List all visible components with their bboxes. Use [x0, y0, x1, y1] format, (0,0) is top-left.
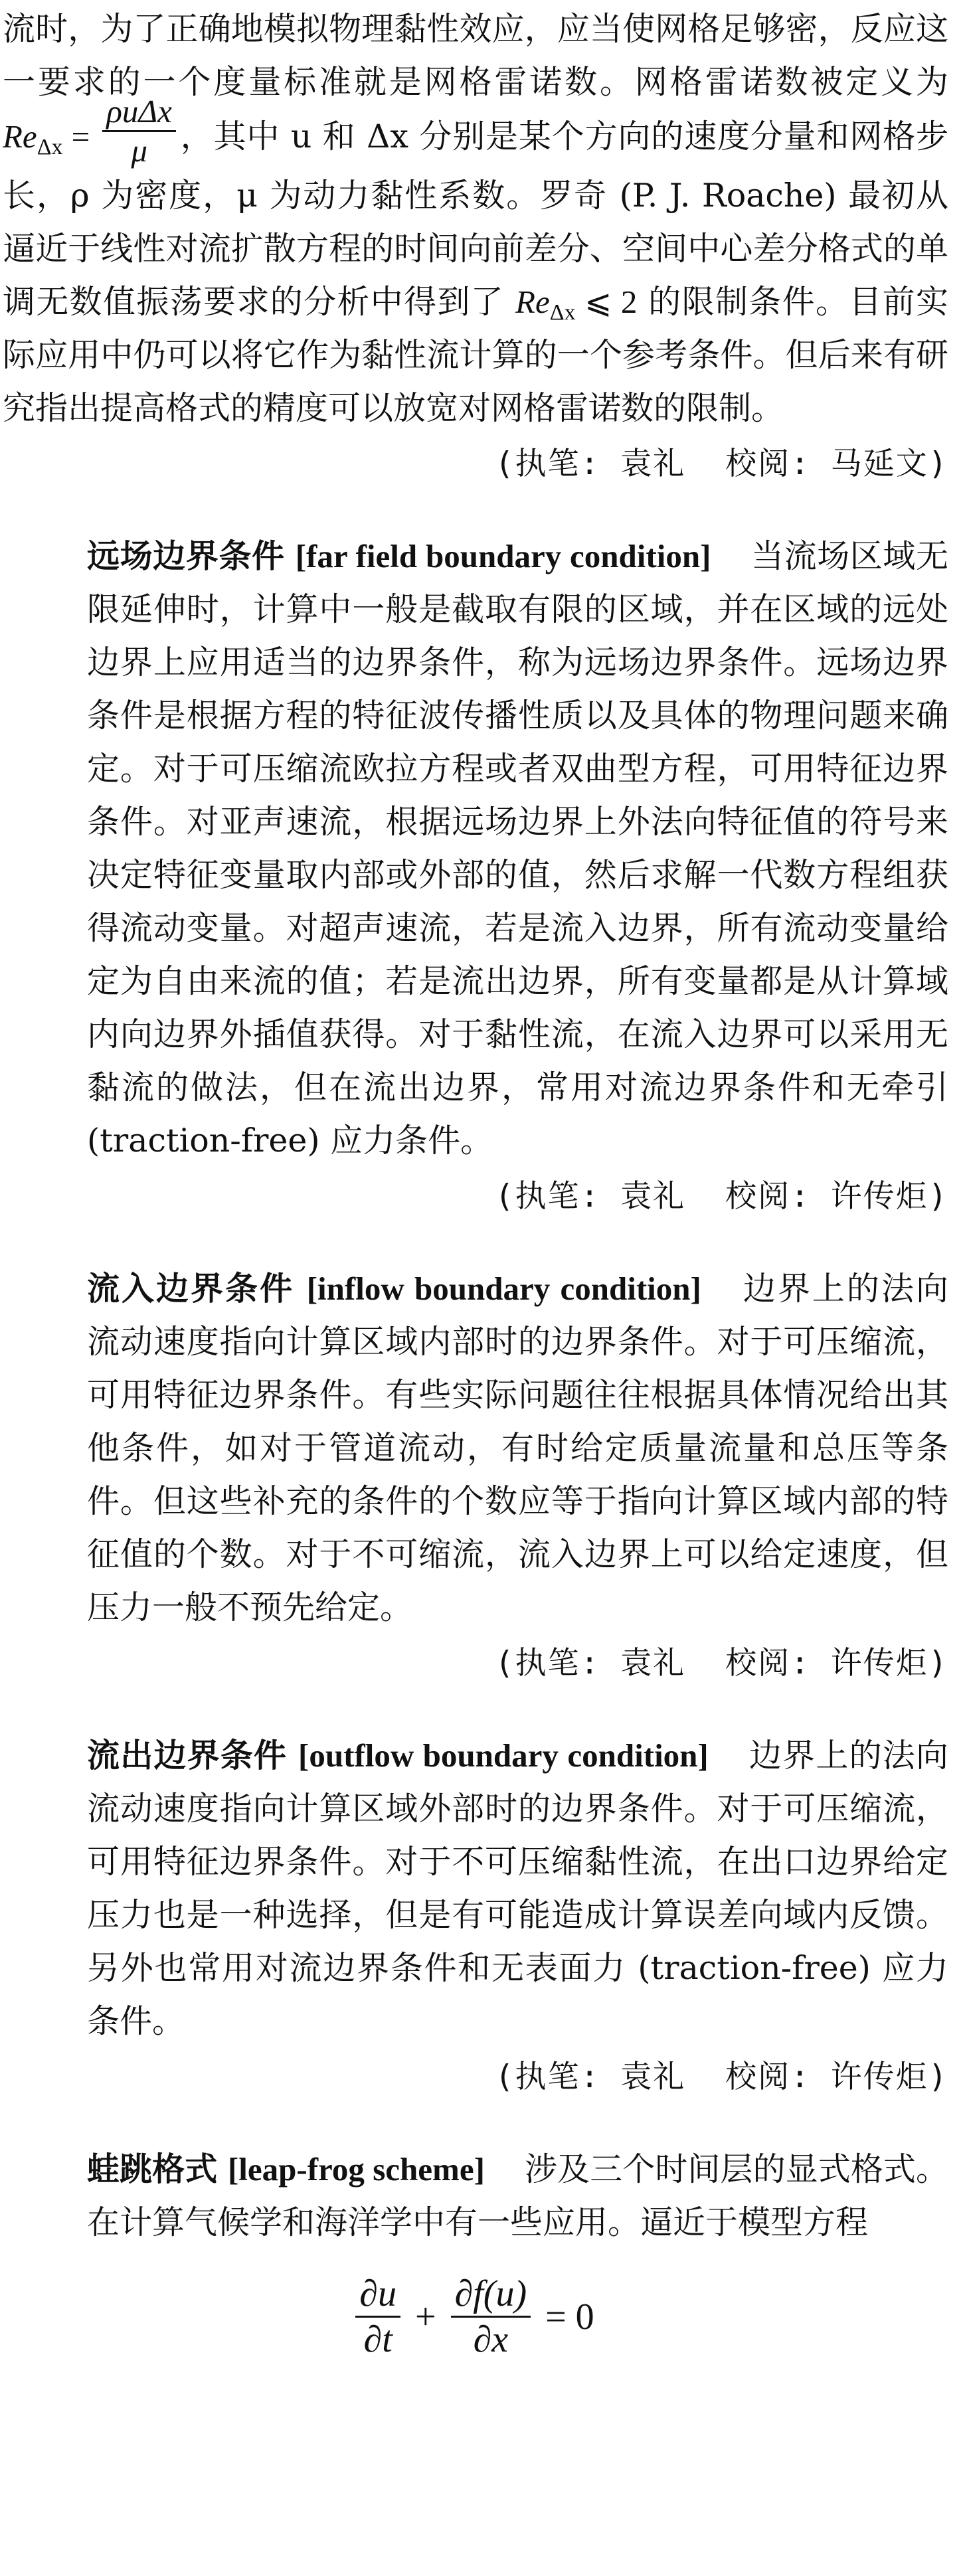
fraction-numerator: ∂f(u)	[451, 2272, 531, 2318]
paragraph	[3, 529, 948, 1167]
entry-far-field-boundary-condition	[3, 529, 948, 1223]
reviewer: 校阅: 许传炬)	[725, 1178, 948, 1215]
paragraph	[3, 1729, 948, 2048]
paragraph	[3, 3, 948, 435]
term-en: [far field boundary condition]	[295, 538, 711, 574]
entry-inflow-boundary-condition	[3, 1262, 948, 1690]
fraction-denominator: ∂t	[363, 2319, 393, 2360]
body-text: 流时，为了正确地模拟物理黏性效应，应当使网格足够密，反应这一要求的一个度量标准就是网格雷诺数。网格雷诺数被定义为	[3, 10, 948, 101]
attribution	[3, 1637, 948, 1690]
body-text: ，其中 u 和 Δx 分别是某个方向的速度分量和网格步长，ρ 为密度，μ 为动力黏性系数。罗奇 (P. J. Roache) 最初从逼近于线性对流扩散方程的时间向前差分、空间中心差分格式的单调无数值振荡要求的分析中得到了	[3, 118, 948, 321]
term-zh: 蛙跳格式	[87, 2150, 218, 2188]
reviewer: 校阅: 许传炬)	[725, 1645, 948, 1681]
term-en: [inflow boundary condition]	[306, 1270, 701, 1307]
term-zh: 流入边界条件	[87, 1269, 295, 1308]
entry-outflow-boundary-condition	[3, 1729, 948, 2104]
fraction-denominator: ∂x	[473, 2319, 509, 2360]
body-text: 的限制条件。目前实际应用中仍可以将它作为黏性流计算的一个参考条件。但后来有研究指出提高格式的精度可以放宽对网格雷诺数的限制。	[3, 283, 949, 427]
limit-value: ⩽ 2	[575, 284, 638, 320]
entry-grid-reynolds-continuation	[3, 3, 948, 491]
fraction-numerator: ∂u	[355, 2272, 400, 2318]
entry-leap-frog-scheme	[3, 2142, 948, 2361]
reviewer: 校阅: 许传炬)	[725, 2059, 948, 2095]
body-text: 当流场区域无限延伸时，计算中一般是截取有限的区域，并在区域的远处边界上应用适当的边界条件，称为远场边界条件。远场边界条件是根据方程的特征波传播性质以及具体的物理问题来确定。对于可压缩流欧拉方程或者双曲型方程，可用特征边界条件。对亚声速流，根据远场边界上外法向特征值的符号来决定特征变量取内部或外部的值，然后求解一代数方程组获得流动变量。对超声速流，若是流入边界，所有流动变量给定为自由来流的值；若是流出边界，所有变量都是从计算域内向边界外插值获得。对于黏性流，在流入边界可以采用无黏流的做法，但在流出边界，常用对流边界条件和无牵引 (traction-free) 应力条件。	[87, 537, 948, 1159]
attribution	[3, 438, 948, 491]
attribution	[3, 1170, 948, 1223]
reviewer: 校阅: 马延文)	[725, 446, 948, 482]
fraction-numerator: ρuΔx	[102, 93, 176, 132]
term-zh: 远场边界条件	[87, 537, 285, 575]
term-en: [outflow boundary condition]	[298, 1737, 709, 1774]
attribution	[3, 2051, 948, 2104]
body-text: 边界上的法向流动速度指向计算区域外部时的边界条件。对于可压缩流，可用特征边界条件。对于不可压缩黏性流，在出口边界给定压力也是一种选择，但是有可能造成计算误差向域内反馈。另外也常用对流边界条件和无表面力 (traction-free) 应力条件。	[87, 1737, 948, 2040]
reynolds-limit: $Re_{\Delta x}$	[515, 284, 576, 325]
equation-rhs: = 0	[545, 2296, 594, 2338]
author: (执笔: 袁礼	[495, 1645, 686, 1681]
reynolds-symbol: $Re_{\Delta x}$	[3, 118, 63, 159]
reynolds-fraction	[102, 93, 176, 169]
author: (执笔: 袁礼	[495, 2059, 686, 2095]
author: (执笔: 袁礼	[495, 1178, 686, 1215]
paragraph	[3, 2142, 948, 2249]
term-en: [leap-frog scheme]	[227, 2151, 485, 2188]
plus-sign: +	[414, 2296, 436, 2338]
partial-f-x-fraction	[451, 2272, 531, 2361]
body-text: 边界上的法向流动速度指向计算区域内部时的边界条件。对于可压缩流，可用特征边界条件。有些实际问题往往根据具体情况给出其他条件，如对于管道流动，有时给定质量流量和总压等条件。但这些补充的条件的个数应等于指向计算区域内部的特征值的个数。对于不可缩流，流入边界上可以给定速度，但压力一般不预先给定。	[87, 1270, 948, 1626]
paragraph	[3, 1262, 948, 1634]
fraction-denominator: μ	[131, 132, 147, 169]
equals-sign: =	[62, 118, 99, 155]
partial-u-t-fraction	[355, 2272, 400, 2361]
model-equation	[3, 2272, 948, 2361]
term-zh: 流出边界条件	[87, 1736, 288, 1774]
body-text: 涉及三个时间层的显式格式。在计算气候学和海洋学中有一些应用。逼近于模型方程	[87, 2150, 948, 2241]
author: (执笔: 袁礼	[495, 446, 686, 482]
